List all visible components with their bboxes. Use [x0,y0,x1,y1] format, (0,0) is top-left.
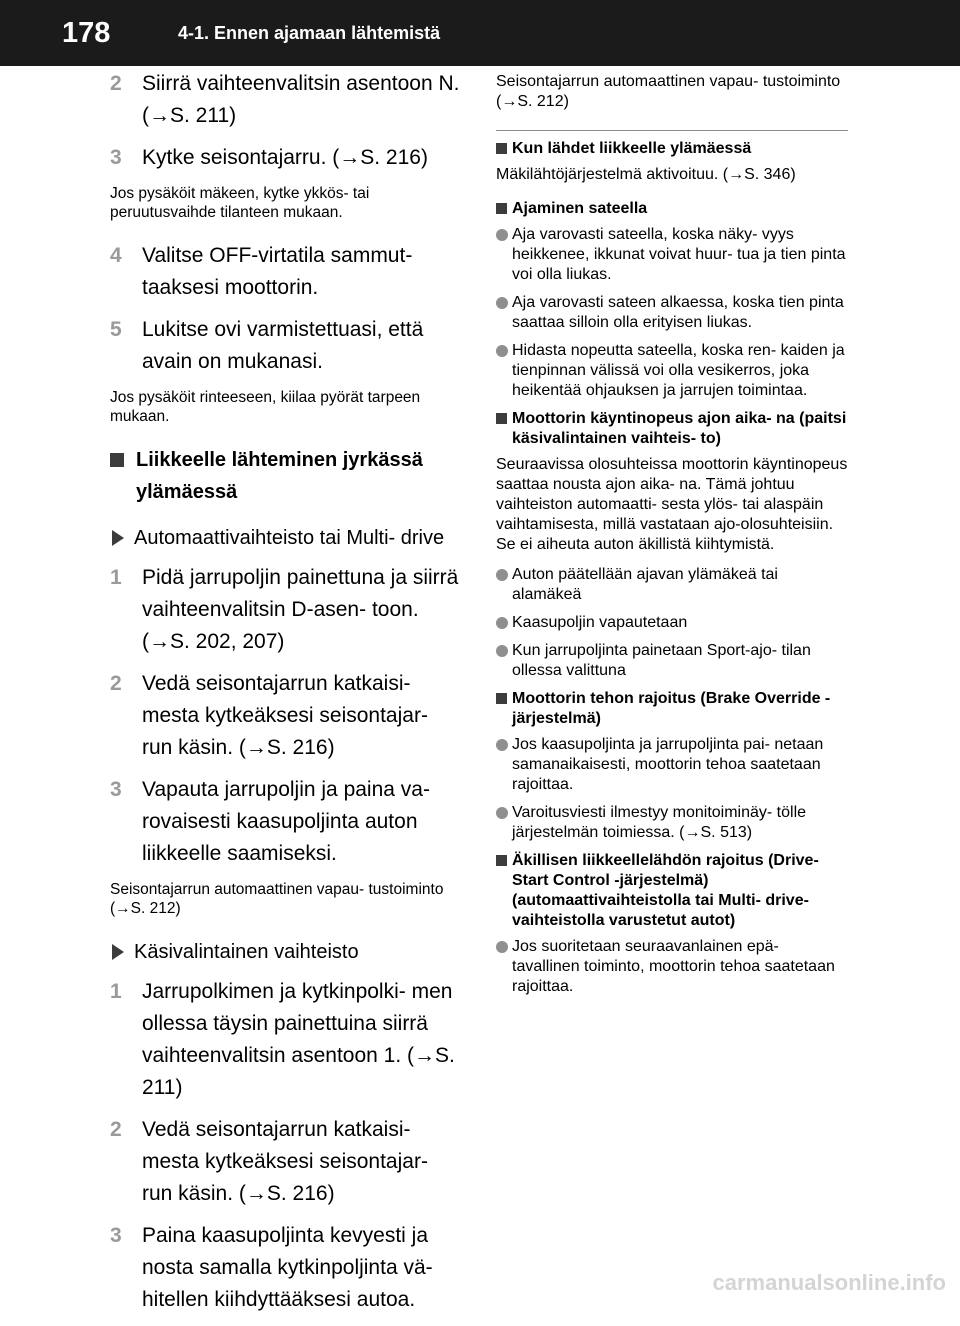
step-number: 4 [110,244,122,267]
section-heading [496,409,848,449]
square-bullet-icon [496,203,507,214]
step-text: Valitse OFF-virtatila sammut- taaksesi moottorin. [142,244,413,299]
circle-bullet-icon [496,739,508,751]
right-column [496,72,848,1005]
step-text: Vedä seisontajarrun katkaisi- mesta kytkeäksesi seisontajar- run käsin. (→S. 216) [142,672,428,759]
list-item [496,735,848,795]
list-item [496,565,848,605]
step-text: Paina kaasupoljinta kevyesti ja nosta samalla kytkinpoljinta vä- hitellen kiihdyttääksesi autoa. [142,1224,433,1311]
section-heading-text: Äkillisen liikkeellelähdön rajoitus (Drive-Start Control -järjestelmä) (automaattivaihteistolla tai Multi- drive-vaihteistolla varustetut autot) [512,852,819,929]
circle-bullet-icon [496,297,508,309]
list-item [496,613,848,633]
step-item [110,240,460,304]
subsection-heading [110,936,460,968]
circle-bullet-icon [496,941,508,953]
list-item-text: Jos kaasupoljinta ja jarrupoljinta pai- netaan samanaikaisesti, moottorin tehoa saatetaan rajoittaa. [512,736,824,793]
square-bullet-icon [496,855,507,866]
section-heading-text: Moottorin tehon rajoitus (Brake Override -järjestelmä) [512,690,831,727]
step-text: Pidä jarrupoljin painettuna ja siirrä vaihteenvalitsin D-asen- toon. (→S. 202, 207) [142,566,459,653]
note-text: Seisontajarrun automaattinen vapau- tustoiminto (→S. 212) [110,881,444,917]
section-heading [496,199,848,219]
circle-bullet-icon [496,617,508,629]
list-item-text: Jos suoritetaan seuraavanlainen epä- tavallinen toiminto, moottorin tehoa saatetaan rajoittaa. [512,938,835,995]
step-item [110,668,460,764]
step-text: Vedä seisontajarrun katkaisi- mesta kytkeäksesi seisontajar- run käsin. (→S. 216) [142,1118,428,1205]
list-item [496,641,848,681]
section-heading-text: Kun lähdet liikkeelle ylämäessä [512,140,752,157]
list-item [496,225,848,285]
note-text: Jos pysäköit rinteeseen, kiilaa pyörät tarpeen mukaan. [110,389,421,425]
divider [496,130,848,131]
square-bullet-icon [496,693,507,704]
list-item-text: Aja varovasti sateen alkaessa, koska tien pinta saattaa silloin olla erityisen liukas. [512,294,844,331]
note-text: Jos pysäköit mäkeen, kytke ykkös- tai peruutusvaihde tilanteen mukaan. [110,185,370,221]
circle-bullet-icon [496,229,508,241]
step-number: 5 [110,318,122,341]
square-bullet-icon [496,413,507,424]
list-item [496,341,848,401]
step-number: 1 [110,566,122,589]
circle-bullet-icon [496,345,508,357]
step-item [110,314,460,378]
section-heading-text: Moottorin käyntinopeus ajon aika- na (paitsi käsivalintainen vaihteis- to) [512,410,847,447]
page-header [0,0,960,66]
note-text: Seisontajarrun automaattinen vapau- tustoiminto (→S. 212) [496,73,841,110]
section-heading-text: Ajaminen sateella [512,200,648,217]
circle-bullet-icon [496,807,508,819]
section-heading [496,139,848,159]
step-text: Jarrupolkimen ja kytkinpolki- men ollessa täysin painettuina siirrä vaihteenvalitsin asentoon 1. (→S. 211) [142,980,455,1099]
step-number: 2 [110,672,122,695]
step-item [110,1220,460,1316]
step-item [110,68,460,132]
circle-bullet-icon [496,569,508,581]
list-item-text: Auton päätellään ajavan ylämäkeä tai alamäkeä [512,566,778,603]
step-number: 3 [110,1224,122,1247]
step-number: 2 [110,1118,122,1141]
subsection-heading [110,522,460,554]
section-heading-text: Liikkeelle lähteminen jyrkässä ylämäessä [136,449,423,503]
step-number: 3 [110,778,122,801]
triangle-right-icon [112,530,124,546]
square-bullet-icon [496,143,507,154]
section-heading [496,689,848,729]
page-number: 178 [62,17,111,49]
triangle-right-icon [112,944,124,960]
step-number: 3 [110,146,122,169]
step-number: 2 [110,72,122,95]
square-bullet-icon [110,453,124,467]
step-text: Vapauta jarrupoljin ja paina va- rovaisesti kaasupoljinta auton liikkeelle saamiseksi. [142,778,430,865]
step-item [110,1114,460,1210]
list-item-text: Kaasupoljin vapautetaan [512,614,688,631]
step-number: 1 [110,980,122,1003]
left-column [110,68,460,1326]
step-item [110,142,460,174]
paragraph: Seuraavissa olosuhteissa moottorin käyntinopeus saattaa nousta ajon aika- na. Tämä johtuu vaihteiston automaatti- sesta ylös- tai alaspäin vaihtamisesta, millä vastataan ajo-olosuhteisiin. Se ei aiheuta auton äkillistä kiihtymistä. [496,456,848,553]
watermark: carmanualsonline.info [712,1270,946,1295]
chapter-title: 4-1. Ennen ajamaan lähtemistä [178,23,441,43]
section-heading [496,851,848,931]
step-text: Lukitse ovi varmistettuasi, että avain on mukanasi. [142,318,424,373]
circle-bullet-icon [496,645,508,657]
step-item [110,562,460,658]
list-item [496,803,848,843]
step-text: Siirrä vaihteenvalitsin asentoon N. (→S. 211) [142,72,460,127]
list-item-text: Kun jarrupoljinta painetaan Sport-ajo- tilan ollessa valittuna [512,642,811,679]
subsection-heading-text: Käsivalintainen vaihteisto [134,941,359,963]
step-item [110,976,460,1104]
step-item [110,774,460,870]
list-item-text: Aja varovasti sateella, koska näky- vyys heikkenee, ikkunat voivat huur- tua ja tien pinta voi olla liukas. [512,226,846,283]
list-item [496,293,848,333]
list-item-text: Hidasta nopeutta sateella, koska ren- kaiden ja tienpinnan välissä voi olla vesikerros, joka heikentää ohjauksen ja jarrujen toimintaa. [512,342,845,399]
list-item-text: Varoitusviesti ilmestyy monitoiminäy- tölle järjestelmän toimiessa. (→S. 513) [512,804,807,841]
list-item [496,937,848,997]
section-heading [110,444,460,508]
paragraph: Mäkilähtöjärjestelmä aktivoituu. (→S. 346) [496,166,796,183]
subsection-heading-text: Automaattivaihteisto tai Multi- drive [134,527,445,549]
step-text: Kytke seisontajarru. (→S. 216) [142,146,428,169]
